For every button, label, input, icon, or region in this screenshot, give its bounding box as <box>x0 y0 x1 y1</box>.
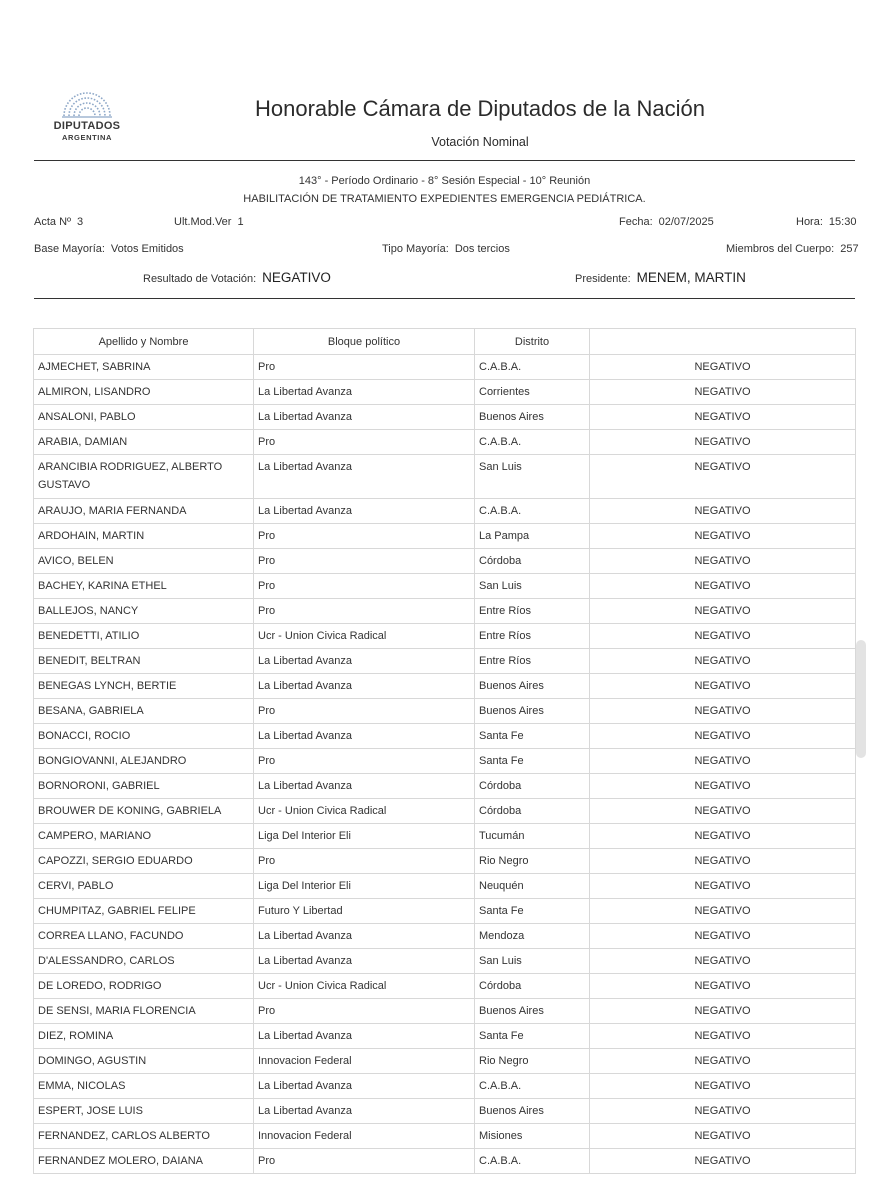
cell-voto: NEGATIVO <box>590 355 856 380</box>
table-row <box>34 748 856 773</box>
cell-distrito: Misiones <box>475 1123 590 1148</box>
table-row <box>34 1098 856 1123</box>
cell-voto: NEGATIVO <box>590 548 856 573</box>
cell-distrito: Santa Fe <box>475 723 590 748</box>
table-row <box>34 723 856 748</box>
table-row <box>34 598 856 623</box>
cell-voto: NEGATIVO <box>590 973 856 998</box>
cell-name: CERVI, PABLO <box>34 873 254 898</box>
cell-bloque: La Libertad Avanza <box>254 1098 475 1123</box>
presidente-field <box>575 270 746 285</box>
table-row <box>34 1023 856 1048</box>
cell-bloque: Pro <box>254 430 475 455</box>
cell-distrito: C.A.B.A. <box>475 1148 590 1173</box>
cell-voto: NEGATIVO <box>590 873 856 898</box>
tipo-mayoria-label: Tipo Mayoría: <box>382 243 449 255</box>
table-row <box>34 873 856 898</box>
cell-distrito: C.A.B.A. <box>475 1073 590 1098</box>
cell-bloque: Pro <box>254 998 475 1023</box>
cell-bloque: La Libertad Avanza <box>254 773 475 798</box>
cell-voto: NEGATIVO <box>590 1148 856 1173</box>
cell-bloque: Ucr - Union Civica Radical <box>254 623 475 648</box>
hora-value: 15:30 <box>828 216 857 228</box>
cell-distrito: San Luis <box>475 573 590 598</box>
cell-voto: NEGATIVO <box>590 773 856 798</box>
table-row <box>34 523 856 548</box>
cell-bloque: La Libertad Avanza <box>254 923 475 948</box>
cell-name: ARDOHAIN, MARTIN <box>34 523 254 548</box>
cell-name: BONGIOVANNI, ALEJANDRO <box>34 748 254 773</box>
cell-bloque: Pro <box>254 523 475 548</box>
header-name: Apellido y Nombre <box>34 329 254 355</box>
cell-bloque: Innovacion Federal <box>254 1048 475 1073</box>
header-voto <box>590 329 856 355</box>
table-row <box>34 773 856 798</box>
page-subtitle: Votación Nominal <box>431 135 529 149</box>
cell-name: DIEZ, ROMINA <box>34 1023 254 1048</box>
presidente-label: Presidente: <box>575 273 631 285</box>
cell-name: CAPOZZI, SERGIO EDUARDO <box>34 848 254 873</box>
cell-distrito: Buenos Aires <box>475 1098 590 1123</box>
cell-bloque: Innovacion Federal <box>254 1123 475 1148</box>
fecha-label: Fecha: <box>619 216 653 228</box>
cell-name: DE SENSI, MARIA FLORENCIA <box>34 998 254 1023</box>
cell-voto: NEGATIVO <box>590 573 856 598</box>
cell-voto: NEGATIVO <box>590 598 856 623</box>
base-mayoria-field <box>34 243 184 255</box>
miembros-field <box>726 243 859 255</box>
session-info <box>34 172 855 208</box>
cell-bloque: Pro <box>254 548 475 573</box>
cell-distrito: Buenos Aires <box>475 673 590 698</box>
cell-bloque: La Libertad Avanza <box>254 673 475 698</box>
base-mayoria-label: Base Mayoría: <box>34 243 105 255</box>
session-topic: HABILITACIÓN DE TRATAMIENTO EXPEDIENTES EMERGENCIA PEDIÁTRICA. <box>243 193 646 205</box>
cell-distrito: Córdoba <box>475 798 590 823</box>
cell-name: FERNANDEZ, CARLOS ALBERTO <box>34 1123 254 1148</box>
cell-distrito: Santa Fe <box>475 748 590 773</box>
cell-name: FERNANDEZ MOLERO, DAIANA <box>34 1148 254 1173</box>
cell-bloque: Pro <box>254 698 475 723</box>
cell-bloque: Pro <box>254 355 475 380</box>
table-row <box>34 498 856 523</box>
cell-distrito: Córdoba <box>475 773 590 798</box>
cell-distrito: Buenos Aires <box>475 698 590 723</box>
cell-voto: NEGATIVO <box>590 1123 856 1148</box>
cell-voto: NEGATIVO <box>590 998 856 1023</box>
table-row <box>34 923 856 948</box>
cell-name: BALLEJOS, NANCY <box>34 598 254 623</box>
cell-distrito: Buenos Aires <box>475 998 590 1023</box>
cell-distrito: La Pampa <box>475 523 590 548</box>
cell-distrito: C.A.B.A. <box>475 498 590 523</box>
cell-name: BROUWER DE KONING, GABRIELA <box>34 798 254 823</box>
cell-bloque: Ucr - Union Civica Radical <box>254 973 475 998</box>
table-row <box>34 798 856 823</box>
cell-name: ARABIA, DAMIAN <box>34 430 254 455</box>
cell-distrito: San Luis <box>475 948 590 973</box>
cell-voto: NEGATIVO <box>590 723 856 748</box>
cell-name: ESPERT, JOSE LUIS <box>34 1098 254 1123</box>
cell-name: BENEDIT, BELTRAN <box>34 648 254 673</box>
ultmod-label: Ult.Mod.Ver <box>174 216 232 228</box>
acta-label: Acta Nº <box>34 216 72 228</box>
cell-name: DOMINGO, AGUSTIN <box>34 1048 254 1073</box>
logo-name: DIPUTADOS <box>53 120 121 132</box>
table-row <box>34 973 856 998</box>
cell-voto: NEGATIVO <box>590 1098 856 1123</box>
cell-name: AVICO, BELEN <box>34 548 254 573</box>
table-row <box>34 848 856 873</box>
cell-voto: NEGATIVO <box>590 1073 856 1098</box>
table-row <box>34 623 856 648</box>
table-row <box>34 1148 856 1173</box>
resultado-value: NEGATIVO <box>262 270 331 285</box>
cell-bloque: La Libertad Avanza <box>254 455 475 499</box>
congress-dome-icon <box>58 86 116 118</box>
tipo-mayoria-field <box>382 243 510 255</box>
cell-name: BENEGAS LYNCH, BERTIE <box>34 673 254 698</box>
acta-value: 3 <box>77 216 84 228</box>
cell-bloque: Pro <box>254 1148 475 1173</box>
table-row <box>34 1048 856 1073</box>
table-row <box>34 998 856 1023</box>
table-row <box>34 673 856 698</box>
table-row <box>34 1073 856 1098</box>
cell-bloque: Pro <box>254 848 475 873</box>
votes-table <box>33 328 856 1174</box>
cell-bloque: La Libertad Avanza <box>254 498 475 523</box>
cell-distrito: Entre Ríos <box>475 648 590 673</box>
resultado-label: Resultado de Votación: <box>143 273 257 285</box>
resultado-field <box>143 270 331 285</box>
cell-distrito: Buenos Aires <box>475 405 590 430</box>
ultmod-field <box>174 216 244 228</box>
cell-voto: NEGATIVO <box>590 848 856 873</box>
cell-distrito: Córdoba <box>475 548 590 573</box>
cell-name: EMMA, NICOLAS <box>34 1073 254 1098</box>
cell-name: AJMECHET, SABRINA <box>34 355 254 380</box>
cell-name: CAMPERO, MARIANO <box>34 823 254 848</box>
cell-name: ARANCIBIA RODRIGUEZ, ALBERTO GUSTAVO <box>34 455 254 499</box>
cell-voto: NEGATIVO <box>590 1048 856 1073</box>
cell-bloque: La Libertad Avanza <box>254 948 475 973</box>
table-row <box>34 548 856 573</box>
cell-voto: NEGATIVO <box>590 673 856 698</box>
cell-name: BACHEY, KARINA ETHEL <box>34 573 254 598</box>
cell-name: D'ALESSANDRO, CARLOS <box>34 948 254 973</box>
session-line: 143° - Período Ordinario - 8° Sesión Especial - 10° Reunión <box>298 175 591 187</box>
cell-voto: NEGATIVO <box>590 405 856 430</box>
table-row <box>34 948 856 973</box>
cell-distrito: Corrientes <box>475 380 590 405</box>
cell-voto: NEGATIVO <box>590 698 856 723</box>
cell-voto: NEGATIVO <box>590 380 856 405</box>
presidente-value: MENEM, MARTIN <box>636 270 746 285</box>
info-divider <box>34 298 855 299</box>
table-row <box>34 405 856 430</box>
table-row <box>34 380 856 405</box>
fecha-value: 02/07/2025 <box>658 216 714 228</box>
cell-distrito: Rio Negro <box>475 848 590 873</box>
header-divider <box>34 160 855 161</box>
scrollbar-thumb[interactable] <box>856 640 866 758</box>
base-mayoria-value: Votos Emitidos <box>110 243 184 255</box>
cell-bloque: Futuro Y Libertad <box>254 898 475 923</box>
logo-subtitle: ARGENTINA <box>62 133 112 142</box>
cell-bloque: Pro <box>254 748 475 773</box>
cell-bloque: Liga Del Interior Eli <box>254 873 475 898</box>
cell-voto: NEGATIVO <box>590 948 856 973</box>
table-row <box>34 698 856 723</box>
cell-name: DE LOREDO, RODRIGO <box>34 973 254 998</box>
cell-name: CORREA LLANO, FACUNDO <box>34 923 254 948</box>
cell-voto: NEGATIVO <box>590 1023 856 1048</box>
cell-voto: NEGATIVO <box>590 898 856 923</box>
cell-voto: NEGATIVO <box>590 455 856 499</box>
cell-bloque: Ucr - Union Civica Radical <box>254 798 475 823</box>
table-row <box>34 898 856 923</box>
table-row <box>34 648 856 673</box>
diputados-logo <box>50 86 124 146</box>
cell-bloque: Pro <box>254 573 475 598</box>
fecha-field <box>619 216 714 228</box>
hora-field <box>796 216 856 228</box>
ultmod-value: 1 <box>237 216 244 228</box>
cell-voto: NEGATIVO <box>590 648 856 673</box>
cell-distrito: C.A.B.A. <box>475 355 590 380</box>
votes-table-body <box>34 355 856 1174</box>
cell-distrito: Neuquén <box>475 873 590 898</box>
cell-distrito: Entre Ríos <box>475 598 590 623</box>
cell-bloque: Pro <box>254 598 475 623</box>
cell-bloque: Liga Del Interior Eli <box>254 823 475 848</box>
cell-voto: NEGATIVO <box>590 623 856 648</box>
cell-distrito: C.A.B.A. <box>475 430 590 455</box>
cell-distrito: Santa Fe <box>475 898 590 923</box>
cell-bloque: La Libertad Avanza <box>254 1073 475 1098</box>
header-distrito: Distrito <box>475 329 590 355</box>
cell-name: CHUMPITAZ, GABRIEL FELIPE <box>34 898 254 923</box>
cell-bloque: La Libertad Avanza <box>254 1023 475 1048</box>
table-row <box>34 573 856 598</box>
table-row <box>34 430 856 455</box>
cell-distrito: Rio Negro <box>475 1048 590 1073</box>
cell-distrito: Córdoba <box>475 973 590 998</box>
hora-label: Hora: <box>796 216 823 228</box>
cell-voto: NEGATIVO <box>590 523 856 548</box>
cell-voto: NEGATIVO <box>590 498 856 523</box>
cell-bloque: La Libertad Avanza <box>254 380 475 405</box>
table-row <box>34 355 856 380</box>
cell-distrito: Tucumán <box>475 823 590 848</box>
cell-voto: NEGATIVO <box>590 923 856 948</box>
cell-voto: NEGATIVO <box>590 823 856 848</box>
cell-name: BONACCI, ROCIO <box>34 723 254 748</box>
acta-field <box>34 216 83 228</box>
table-row <box>34 455 856 499</box>
table-row <box>34 823 856 848</box>
miembros-value: 257 <box>840 243 859 255</box>
cell-voto: NEGATIVO <box>590 430 856 455</box>
cell-distrito: San Luis <box>475 455 590 499</box>
cell-voto: NEGATIVO <box>590 798 856 823</box>
miembros-label: Miembros del Cuerpo: <box>726 243 835 255</box>
cell-name: ALMIRON, LISANDRO <box>34 380 254 405</box>
cell-bloque: La Libertad Avanza <box>254 405 475 430</box>
cell-distrito: Entre Ríos <box>475 623 590 648</box>
table-row <box>34 1123 856 1148</box>
cell-distrito: Santa Fe <box>475 1023 590 1048</box>
cell-name: ANSALONI, PABLO <box>34 405 254 430</box>
cell-voto: NEGATIVO <box>590 748 856 773</box>
cell-name: BESANA, GABRIELA <box>34 698 254 723</box>
header-bloque: Bloque político <box>254 329 475 355</box>
cell-name: BENEDETTI, ATILIO <box>34 623 254 648</box>
cell-name: ARAUJO, MARIA FERNANDA <box>34 498 254 523</box>
table-header-row <box>34 329 856 355</box>
cell-distrito: Mendoza <box>475 923 590 948</box>
cell-name: BORNORONI, GABRIEL <box>34 773 254 798</box>
cell-bloque: La Libertad Avanza <box>254 723 475 748</box>
tipo-mayoria-value: Dos tercios <box>454 243 510 255</box>
page-title: Honorable Cámara de Diputados de la Nación <box>254 96 706 121</box>
cell-bloque: La Libertad Avanza <box>254 648 475 673</box>
